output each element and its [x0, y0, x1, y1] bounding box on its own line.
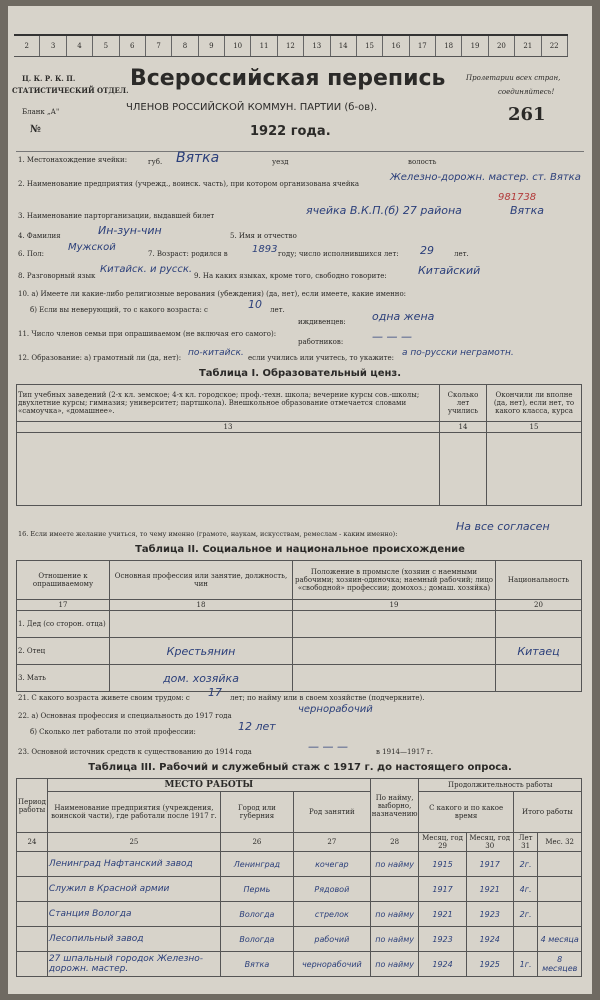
table2-cell-prof: дом. хозяйка — [110, 665, 293, 692]
table3-h32-label: Мес. — [545, 838, 563, 846]
ruler-tick: 7 — [146, 36, 172, 56]
ruler-tick: 6 — [120, 36, 146, 56]
table2-cell-rel: 3. Мать — [17, 665, 110, 692]
table3-n32: 32 — [565, 838, 575, 846]
q3-value-2: Вятка — [510, 204, 544, 217]
q11-dep-value: одна жена — [372, 310, 435, 323]
table3-cell-y — [513, 927, 538, 952]
ruler-tick: 12 — [278, 36, 304, 56]
table3-h27: Род занятий — [293, 792, 370, 833]
table3-n29: 29 — [438, 842, 447, 850]
q12-value: по-китайск. — [188, 348, 244, 358]
table3-h26: Город или губерния — [220, 792, 293, 833]
table1-n15: 15 — [487, 422, 582, 433]
ruler-tick: 9 — [199, 36, 225, 56]
table3-cell-city: Вятка — [220, 952, 293, 977]
table3-cell-hire — [370, 877, 419, 902]
table3-cell-city: Пермь — [220, 877, 293, 902]
table3-n31: 31 — [521, 842, 531, 850]
table2-h18: Основная профессия или занятие, должность, чин — [110, 561, 293, 600]
ruler-tick: 3 — [40, 36, 66, 56]
table3-cell-y: 1г. — [513, 952, 538, 977]
table3-cell-hire: по найму — [370, 952, 419, 977]
form-subtitle: ЧЛЕНОВ РОССИЙСКОЙ КОММУН. ПАРТИИ (б-ов). — [126, 102, 378, 113]
q3-value: ячейка В.К.П.(б) 27 района — [306, 204, 462, 217]
table3-h31-label: Лет — [518, 834, 533, 842]
table3 — [16, 778, 582, 977]
q12-b: если учились или учитесь, то укажите: — [248, 354, 394, 362]
table3-n30: 30 — [485, 842, 495, 850]
q11-dep-label: иждивенцев: — [298, 318, 346, 326]
form-year: 1922 года. — [250, 124, 331, 139]
q22a-value: чернорабочий — [298, 704, 373, 715]
q3-label: 3. Наименование парторганизации, выдавшей билет — [18, 212, 215, 220]
form-number: 261 — [508, 104, 546, 125]
q1-label: 1. Местонахождение ячейки: — [18, 156, 128, 164]
table2 — [16, 560, 582, 692]
table3-h-from: С какого и по какое время — [419, 792, 513, 833]
table2-n19: 19 — [293, 600, 496, 611]
q12-label: 12. Образование: а) грамотный ли (да, нет): — [18, 354, 182, 362]
q7-year: 1893 — [252, 244, 278, 255]
ruler-tick: 17 — [410, 36, 436, 56]
table3-row — [17, 852, 582, 877]
divider — [16, 151, 584, 152]
q6-value: Мужской — [68, 242, 116, 253]
blank-label: Бланк „А" — [22, 108, 60, 116]
table2-cell-prof: Крестьянин — [110, 638, 293, 665]
q21-value: 17 — [208, 686, 222, 699]
table3-cell-place: Служил в Красной армии — [47, 877, 220, 902]
table3-cell-y: 4г. — [513, 877, 538, 902]
table2-n17: 17 — [17, 600, 110, 611]
table3-cell-occ: чернорабочий — [293, 952, 370, 977]
q1-value: Вятка — [176, 150, 220, 166]
table2-row — [17, 665, 582, 692]
table3-cell-place: 27 шпальный городок Железно-дорожн. мастер. — [47, 952, 220, 977]
ruler-tick: 5 — [93, 36, 119, 56]
q1-vol: волость — [408, 158, 437, 166]
ruler-tick: 11 — [251, 36, 277, 56]
table1-h14: Сколько лет учились — [440, 385, 487, 422]
table3-row — [17, 877, 582, 902]
table3-cell-city: Вологда — [220, 902, 293, 927]
table3-h30 — [466, 833, 513, 852]
table2-title: Таблица II. Социальное и национальное происхождение — [135, 544, 465, 555]
table3-h-dur: Продолжительность работы — [419, 779, 582, 792]
table3-h25: Наименование предприятия (учреждения, воинской части), где работали после 1917 г. — [47, 792, 220, 833]
q5-label: 5. Имя и отчество — [230, 232, 297, 240]
q9-label: 9. На каких языках, кроме того, свободно говорите: — [194, 272, 387, 280]
table3-cell-to: 1917 — [466, 852, 513, 877]
slogan-2: соединяйтесь! — [498, 88, 555, 96]
table2-cell-rel: 1. Дед (со сторон. отца) — [17, 611, 110, 638]
q23-b: в 1914—1917 г. — [376, 748, 433, 756]
column-ruler — [14, 34, 568, 57]
table3-row — [17, 927, 582, 952]
q10b-label: б) Если вы неверующий, то с какого возраста: с — [30, 306, 208, 314]
table1-cell — [487, 433, 582, 506]
table3-cell-m — [538, 902, 582, 927]
q10b-value: 10 — [248, 298, 262, 311]
ruler-tick: 10 — [225, 36, 251, 56]
q7-b: году; число исполнившихся лет: — [278, 250, 399, 258]
org-left: Ц. К. Р. К. П. — [22, 74, 76, 83]
slogan-1: Пролетарии всех стран, — [466, 74, 561, 82]
table1-cell — [440, 433, 487, 506]
table2-row — [17, 638, 582, 665]
table3-n: 24 — [17, 833, 48, 852]
table3-h29-label: Месяц, год — [422, 834, 463, 842]
table3-cell-place: Ленинград Нафтанский завод — [47, 852, 220, 877]
q8-label: 8. Разговорный язык — [18, 272, 96, 280]
table3-cell-y: 2г. — [513, 902, 538, 927]
table3-cell-occ: Рядовой — [293, 877, 370, 902]
table2-cell-nat — [496, 665, 582, 692]
table3-cell-city: Вологда — [220, 927, 293, 952]
table3-cell-from: 1915 — [419, 852, 466, 877]
table1-cell — [17, 433, 440, 506]
table1-title: Таблица I. Образовательный ценз. — [198, 368, 402, 379]
ruler-tick: 18 — [436, 36, 462, 56]
table3-n: 27 — [293, 833, 370, 852]
table3-cell — [17, 852, 48, 877]
q22b-value: 12 лет — [238, 720, 276, 733]
table3-cell-y: 2г. — [513, 852, 538, 877]
table2-cell-rel: 2. Отец — [17, 638, 110, 665]
table3-cell-from: 1923 — [419, 927, 466, 952]
q10a-label: 10. а) Имеете ли какие-либо религиозные верования (убеждения) (да, нет), если имеете, какие именно: — [18, 290, 407, 298]
table2-h20: Национальность — [496, 561, 582, 600]
table3-cell-to: 1921 — [466, 877, 513, 902]
table3-title: Таблица III. Рабочий и служебный стаж с 1917 г. до настоящего опроса. — [88, 762, 512, 773]
q12-value-2: а по-русски неграмотн. — [402, 348, 514, 358]
table3-cell-hire: по найму — [370, 927, 419, 952]
table3-row — [17, 952, 582, 977]
table1 — [16, 384, 582, 506]
table3-cell-hire: по найму — [370, 852, 419, 877]
table2-cell-pos — [293, 638, 496, 665]
no-label: № — [30, 124, 41, 135]
table2-cell-prof — [110, 611, 293, 638]
ruler-tick: 8 — [172, 36, 198, 56]
q11-work-label: работников: — [298, 338, 344, 346]
table3-n: 25 — [47, 833, 220, 852]
q4-value: Ин-зун-чин — [98, 224, 162, 237]
table2-cell-nat: Китаец — [496, 638, 582, 665]
table3-cell-from: 1924 — [419, 952, 466, 977]
q11-label: 11. Число членов семьи при опрашиваемом (не включая его самого): — [18, 330, 277, 338]
table3-cell-to: 1924 — [466, 927, 513, 952]
q6-label: 6. Пол: — [18, 250, 45, 258]
ruler-tick: 13 — [304, 36, 330, 56]
q22a-label: 22. а) Основная профессия и специальность до 1917 года — [18, 712, 232, 720]
table3-h-total: Итого работы — [513, 792, 581, 833]
table3-cell-from: 1921 — [419, 902, 466, 927]
q10b-c: лет. — [270, 306, 285, 314]
table3-cell-from: 1917 — [419, 877, 466, 902]
q7-label: 7. Возраст: родился в — [148, 250, 228, 258]
q21-b: лет; по найму или в своем хозяйстве (подчеркните). — [230, 694, 425, 702]
q7-age: 29 — [420, 244, 434, 257]
q16-label: 16. Если имеете желание учиться, то чему именно (грамоте, наукам, искусствам, ремеслам - каким именно): — [18, 530, 398, 538]
table2-n18: 18 — [110, 600, 293, 611]
table2-h19: Положение в промысле (хозяин с наемными рабочими; хозяин-одиночка; наемный рабочий; лицо «свободной» профессии; домохоз.; домаш. хозяйка) — [293, 561, 496, 600]
q9-value: Китайский — [418, 264, 481, 277]
table3-cell-hire: по найму — [370, 902, 419, 927]
q1-gub: губ. — [148, 158, 163, 166]
table3-cell-occ: кочегар — [293, 852, 370, 877]
table3-cell — [17, 927, 48, 952]
ruler-tick: 2 — [14, 36, 40, 56]
table3-cell — [17, 902, 48, 927]
table1-n14: 14 — [440, 422, 487, 433]
ruler-tick: 20 — [489, 36, 515, 56]
table3-row — [17, 902, 582, 927]
q1-uezd: уезд — [272, 158, 289, 166]
dept-label: СТАТИСТИЧЕСКИЙ ОТДЕЛ. — [12, 86, 129, 95]
table3-cell-m — [538, 852, 582, 877]
census-form — [8, 6, 592, 994]
ruler-tick: 22 — [542, 36, 568, 56]
ruler-tick: 21 — [515, 36, 541, 56]
table3-cell-to: 1923 — [466, 902, 513, 927]
table3-cell-to: 1925 — [466, 952, 513, 977]
q11-work-value: — — — — [372, 330, 412, 343]
ruler-tick: 14 — [331, 36, 357, 56]
table3-h32 — [538, 833, 582, 852]
table3-n: 28 — [370, 833, 419, 852]
table3-cell-occ: стрелок — [293, 902, 370, 927]
table3-h28: По найму, выборно, назначению — [370, 779, 419, 833]
table3-cell-m — [538, 877, 582, 902]
table1-h15: Окончили ли вполне (да, нет), если нет, то какого класса, курса — [487, 385, 582, 422]
table3-cell-m: 4 месяца — [538, 927, 582, 952]
table3-cell-city: Ленинград — [220, 852, 293, 877]
table3-h-period: Период работы — [17, 779, 48, 833]
table1-h13: Тип учебных заведений (2-х кл. земское; 4-х кл. городское; проф.-техн. школа; вечерние курсы сов.-школы; двухлетние курсы; гимназия; университет; партшкола). Внешкольное образование отмечается словами «самоучка», «домашнее». — [17, 385, 440, 422]
ruler-tick: 4 — [67, 36, 93, 56]
table3-cell-occ: рабочий — [293, 927, 370, 952]
table3-cell-place: Станция Вологда — [47, 902, 220, 927]
q16-value: На все согласен — [456, 520, 550, 533]
q23-value: — — — — [308, 740, 348, 753]
q7-c: лет. — [454, 250, 469, 258]
table2-cell-pos — [293, 611, 496, 638]
table2-cell-pos — [293, 665, 496, 692]
table3-n: 26 — [220, 833, 293, 852]
table2-row — [17, 611, 582, 638]
table2-n20: 20 — [496, 600, 582, 611]
q21-label: 21. С какого возраста живете своим трудом: с — [18, 694, 190, 702]
q4-label: 4. Фамилия — [18, 232, 61, 240]
q3-number: 981738 — [498, 192, 537, 203]
table3-h30-label: Месяц, год — [469, 834, 511, 842]
q8-value: Китайск. и русск. — [100, 264, 193, 275]
table3-cell — [17, 952, 48, 977]
table3-h-place: МЕСТО РАБОТЫ — [47, 779, 370, 792]
form-title: Всероссийская перепись — [130, 66, 446, 91]
q22b-label: б) Сколько лет работали по этой профессии: — [30, 728, 196, 736]
ruler-tick: 16 — [383, 36, 409, 56]
table3-h29 — [419, 833, 466, 852]
q23-label: 23. Основной источник средств к существованию до 1914 года — [18, 748, 252, 756]
table2-h17: Отношение к опрашиваемому — [17, 561, 110, 600]
table3-cell — [17, 877, 48, 902]
q2-value: Железно-дорожн. мастер. ст. Вятка — [390, 172, 581, 183]
table1-n13: 13 — [17, 422, 440, 433]
ruler-tick: 15 — [357, 36, 383, 56]
table3-cell-place: Лесопильный завод — [47, 927, 220, 952]
ruler-tick: 19 — [462, 36, 488, 56]
table3-h31 — [513, 833, 538, 852]
q2-label: 2. Наименование предприятия (учрежд., воинск. часть), при котором организована ячейка — [18, 180, 360, 188]
table3-cell-m: 8 месяцев — [538, 952, 582, 977]
table2-cell-nat — [496, 611, 582, 638]
